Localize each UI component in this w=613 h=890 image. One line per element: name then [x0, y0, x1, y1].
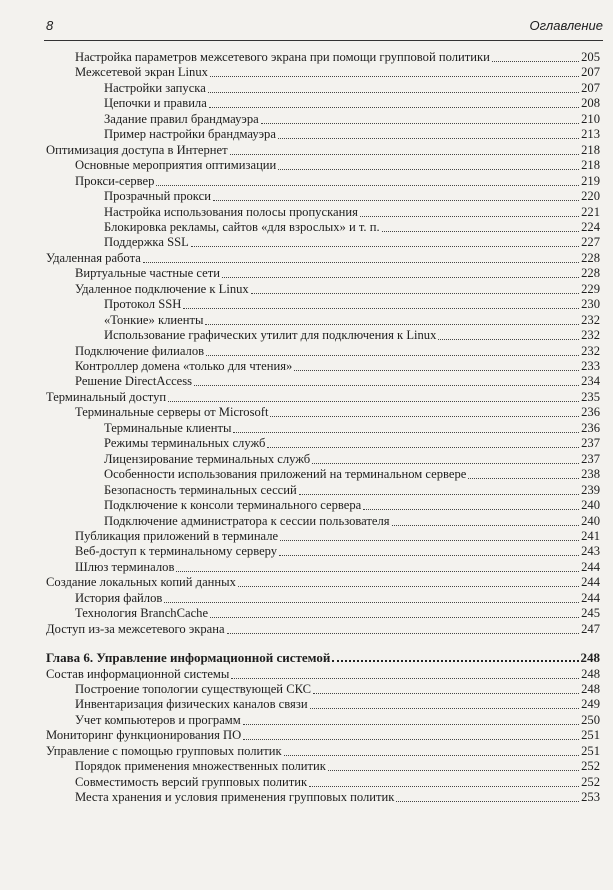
dot-leader: [231, 678, 579, 679]
toc-entry: [75, 50, 600, 65]
dot-leader: [210, 76, 579, 77]
dot-leader: [309, 786, 579, 787]
dot-leader: [310, 708, 580, 709]
toc-entry: [104, 127, 600, 142]
toc-entry-title: Глава 6. Управление информационной системой: [46, 650, 331, 666]
dot-leader: [284, 755, 580, 756]
toc-entry-title: Поддержка SSL: [104, 235, 189, 250]
toc-entry-page: 237: [581, 451, 600, 466]
toc-entry-title: Построение топологии существующей СКС: [75, 682, 312, 696]
toc-entry-page: 239: [581, 482, 600, 497]
toc-entry: [104, 436, 600, 451]
dot-leader: [209, 107, 579, 108]
dot-leader: [360, 216, 579, 217]
toc-entry: [104, 483, 600, 498]
toc-entry-page: 207: [581, 80, 600, 95]
toc-entry-title: Пример настройки брандмауэра: [104, 127, 276, 142]
toc-entry: [75, 775, 600, 790]
toc-entry-title: Решение DirectAccess: [75, 374, 193, 389]
toc-entry: [75, 697, 600, 712]
toc-entry: [104, 189, 600, 204]
toc-entry-page: 250: [581, 712, 600, 727]
toc-entry-page: 245: [581, 606, 600, 621]
toc-entry: [104, 514, 600, 529]
toc-entry-title: Подключение к консоли терминального сервера: [104, 498, 362, 513]
toc-entry: [75, 65, 600, 80]
toc-entry-title: Подключение администратора к сессии пользователя: [104, 513, 390, 528]
dot-leader: [156, 185, 579, 186]
toc-entry-page: 227: [581, 235, 600, 250]
toc-entry-page: 248: [581, 666, 600, 681]
toc-entry-title: Управление с помощью групповых политик: [46, 743, 282, 758]
toc-entry-page: 235: [581, 389, 600, 404]
dot-leader: [205, 324, 579, 325]
toc-entry-page: 238: [581, 467, 600, 482]
toc-entry: [46, 728, 600, 743]
dot-leader: [396, 801, 579, 802]
dot-leader: [270, 416, 579, 417]
toc-entry: [46, 143, 600, 158]
toc-entry-page: 210: [581, 111, 600, 126]
toc-entry-page: 233: [581, 359, 600, 373]
toc-entry-title: Задание правил брандмауэра: [104, 111, 259, 126]
dot-leader: [164, 602, 579, 603]
toc-entry-page: 232: [581, 343, 600, 358]
toc-entry-page: 229: [581, 281, 600, 296]
toc-entry-title: Доступ из-за межсетевого экрана: [46, 621, 225, 636]
toc-entry-title: Совместимость версий групповых политик: [75, 774, 308, 789]
toc-entry: [104, 452, 600, 467]
toc-entry-title: Прокси-сервер: [75, 173, 155, 188]
toc-entry: [104, 81, 600, 96]
dot-leader: [267, 447, 579, 448]
toc-entry: [75, 759, 600, 774]
toc-entry-page: 240: [581, 498, 600, 513]
toc-entry-title: Удаленное подключение к Linux: [75, 281, 249, 296]
toc-entry-page: 232: [581, 328, 600, 343]
toc-entry-page: 207: [581, 65, 600, 80]
toc-entry-title: Создание локальных копий данных: [46, 575, 236, 590]
dot-leader: [261, 123, 579, 124]
toc-entry-page: 247: [581, 621, 600, 636]
toc-entry-page: 228: [581, 250, 600, 265]
dot-leader: [183, 308, 579, 309]
toc-entry-page: 208: [581, 96, 600, 111]
toc-entry-page: 248: [581, 682, 600, 696]
toc-entry: [75, 359, 600, 374]
toc-entry: [75, 344, 600, 359]
toc-entry-title: Безопасность терминальных сессий: [104, 482, 297, 497]
toc-entry-title: Настройка параметров межсетевого экрана при помощи групповой политики: [75, 50, 490, 64]
toc-entry-page: 213: [581, 127, 600, 142]
toc-entry-title: Подключение филиалов: [75, 343, 205, 358]
dot-leader: [243, 724, 579, 725]
toc-entry-page: 252: [581, 774, 600, 789]
toc-entry-title: Технология BranchCache: [75, 606, 209, 621]
toc-entry-title: Контроллер домена «только для чтения»: [75, 359, 293, 373]
toc-entry-title: «Тонкие» клиенты: [104, 312, 204, 327]
dot-leader: [299, 494, 579, 495]
toc-entry: [75, 158, 600, 173]
toc-entry: [104, 220, 600, 235]
toc-entry-page: 234: [581, 374, 600, 389]
toc-entry: [104, 205, 600, 220]
toc-entry: [104, 421, 600, 436]
dot-leader: [278, 138, 579, 139]
dot-leader: [243, 739, 579, 740]
toc-entry-title: Веб-доступ к терминальному серверу: [75, 544, 278, 559]
dot-leader: [294, 370, 579, 371]
dot-leader: [382, 231, 580, 232]
toc-entry: [104, 297, 600, 312]
toc-entry: [75, 560, 600, 575]
toc-entry: [46, 744, 600, 759]
dot-leader: [206, 355, 579, 356]
toc-entry-page: 236: [581, 420, 600, 435]
toc-entry-page: 220: [581, 189, 600, 204]
toc-entry-title: Шлюз терминалов: [75, 559, 175, 574]
toc-entry-title: Прозрачный прокси: [104, 189, 211, 204]
dot-leader: [238, 586, 579, 587]
toc-entry: [104, 235, 600, 250]
toc-entry-page: 218: [581, 142, 600, 157]
toc-entry: [104, 112, 600, 127]
toc-entry: [75, 374, 600, 389]
toc-entry: [75, 405, 600, 420]
toc-entry: [104, 328, 600, 343]
toc-chapter-entry: [46, 650, 600, 665]
toc-entry-title: Настройка использования полосы пропускания: [104, 204, 358, 219]
toc-entry-title: Терминальные серверы от Microsoft: [75, 405, 269, 420]
dot-leader: [438, 339, 579, 340]
toc-entry: [46, 575, 600, 590]
dot-leader: [168, 401, 579, 402]
toc-entry-title: Терминальные клиенты: [104, 420, 232, 435]
toc-entry-title: Удаленная работа: [46, 250, 141, 265]
dot-leader: [210, 617, 579, 618]
toc-entry-page: 251: [581, 743, 600, 758]
toc-entry-page: 248: [580, 650, 600, 666]
dot-leader: [194, 385, 579, 386]
toc-entry-page: 252: [581, 759, 600, 774]
toc-entry-title: Порядок применения множественных политик: [75, 759, 326, 774]
dot-leader: [468, 478, 579, 479]
toc-entry-page: 251: [581, 728, 600, 743]
dot-leader: [191, 246, 579, 247]
toc-entry-title: Режимы терминальных служб: [104, 436, 266, 451]
toc-entry: [104, 96, 600, 111]
toc-entry: [75, 544, 600, 559]
toc-entry-title: Особенности использования приложений на терминальном сервере: [104, 467, 467, 482]
toc-entry-page: 205: [581, 50, 600, 64]
toc-entry: [104, 498, 600, 513]
toc-entry: [46, 251, 600, 266]
dot-leader: [332, 660, 578, 662]
toc-entry-page: 253: [581, 790, 600, 805]
toc-entry-page: 224: [581, 219, 600, 234]
toc-entry: [75, 713, 600, 728]
toc-entry-title: Протокол SSH: [104, 297, 182, 312]
dot-leader: [208, 92, 579, 93]
dot-leader: [279, 555, 579, 556]
toc-entry-title: Межсетевой экран Linux: [75, 65, 208, 80]
toc-entry-page: 244: [581, 575, 600, 590]
toc-entry: [46, 667, 600, 682]
toc-entry-title: Учет компьютеров и программ: [75, 712, 241, 727]
dot-leader: [280, 540, 579, 541]
toc-entry: [46, 390, 600, 405]
toc-entry-title: Места хранения и условия применения групповых политик: [75, 790, 395, 805]
dot-leader: [251, 293, 579, 294]
toc-entry-title: Лицензирование терминальных служб: [104, 451, 311, 466]
toc-entry-title: Использование графических утилит для подключения к Linux: [104, 328, 437, 343]
dot-leader: [363, 509, 579, 510]
toc-entry-title: Блокировка рекламы, сайтов «для взрослых» и т. п.: [104, 219, 380, 234]
toc-entry-title: Инвентаризация физических каналов связи: [75, 697, 308, 712]
toc-entry-title: Настройки запуска: [104, 80, 206, 95]
toc-entry: [75, 282, 600, 297]
toc-entry-page: 236: [581, 405, 600, 420]
page-number: 8: [46, 18, 54, 33]
toc-entry: [104, 467, 600, 482]
dot-leader: [222, 277, 579, 278]
toc-entry: [75, 266, 600, 281]
toc-entry-page: 244: [581, 590, 600, 605]
dot-leader: [312, 463, 579, 464]
toc-entry-page: 230: [581, 297, 600, 312]
dot-leader: [278, 169, 579, 170]
toc-entry: [104, 313, 600, 328]
toc-entry-title: Публикация приложений в терминале: [75, 528, 279, 543]
toc-entry: [75, 682, 600, 697]
running-title: Оглавление: [529, 18, 603, 33]
toc-entry-page: 240: [581, 513, 600, 528]
dot-leader: [213, 200, 579, 201]
toc-entry-title: Оптимизация доступа в Интернет: [46, 142, 228, 157]
toc-entry-page: 218: [581, 158, 600, 173]
toc-entry: [75, 174, 600, 189]
toc-entry: [75, 606, 600, 621]
toc-entry: [75, 790, 600, 805]
dot-leader: [392, 525, 580, 526]
dot-leader: [227, 633, 580, 634]
toc-entry-title: Состав информационной системы: [46, 666, 230, 681]
dot-leader: [492, 61, 579, 62]
dot-leader: [230, 154, 579, 155]
toc-entry-page: 237: [581, 436, 600, 451]
toc-entry-title: Терминальный доступ: [46, 389, 167, 404]
toc-entry-page: 219: [581, 173, 600, 188]
toc-entry-title: Мониторинг функционирования ПО: [46, 728, 242, 743]
dot-leader: [176, 571, 579, 572]
toc-entry-title: История файлов: [75, 590, 163, 605]
toc-entry-page: 228: [581, 266, 600, 281]
dot-leader: [233, 432, 579, 433]
toc-entry-title: Виртуальные частные сети: [75, 266, 220, 281]
toc-entry: [75, 591, 600, 606]
toc-entry-title: Цепочки и правила: [104, 96, 207, 111]
toc-entry-page: 241: [581, 528, 600, 543]
toc-entry-page: 221: [581, 204, 600, 219]
toc-entry-page: 244: [581, 559, 600, 574]
toc-entry-page: 243: [581, 544, 600, 559]
toc-entry: [46, 622, 600, 637]
dot-leader: [328, 770, 579, 771]
toc-entry-title: Основные мероприятия оптимизации: [75, 158, 277, 173]
toc-entry: [75, 529, 600, 544]
dot-leader: [313, 693, 579, 694]
toc-entry-page: 232: [581, 312, 600, 327]
dot-leader: [143, 262, 579, 263]
toc-entry-page: 249: [581, 697, 600, 712]
